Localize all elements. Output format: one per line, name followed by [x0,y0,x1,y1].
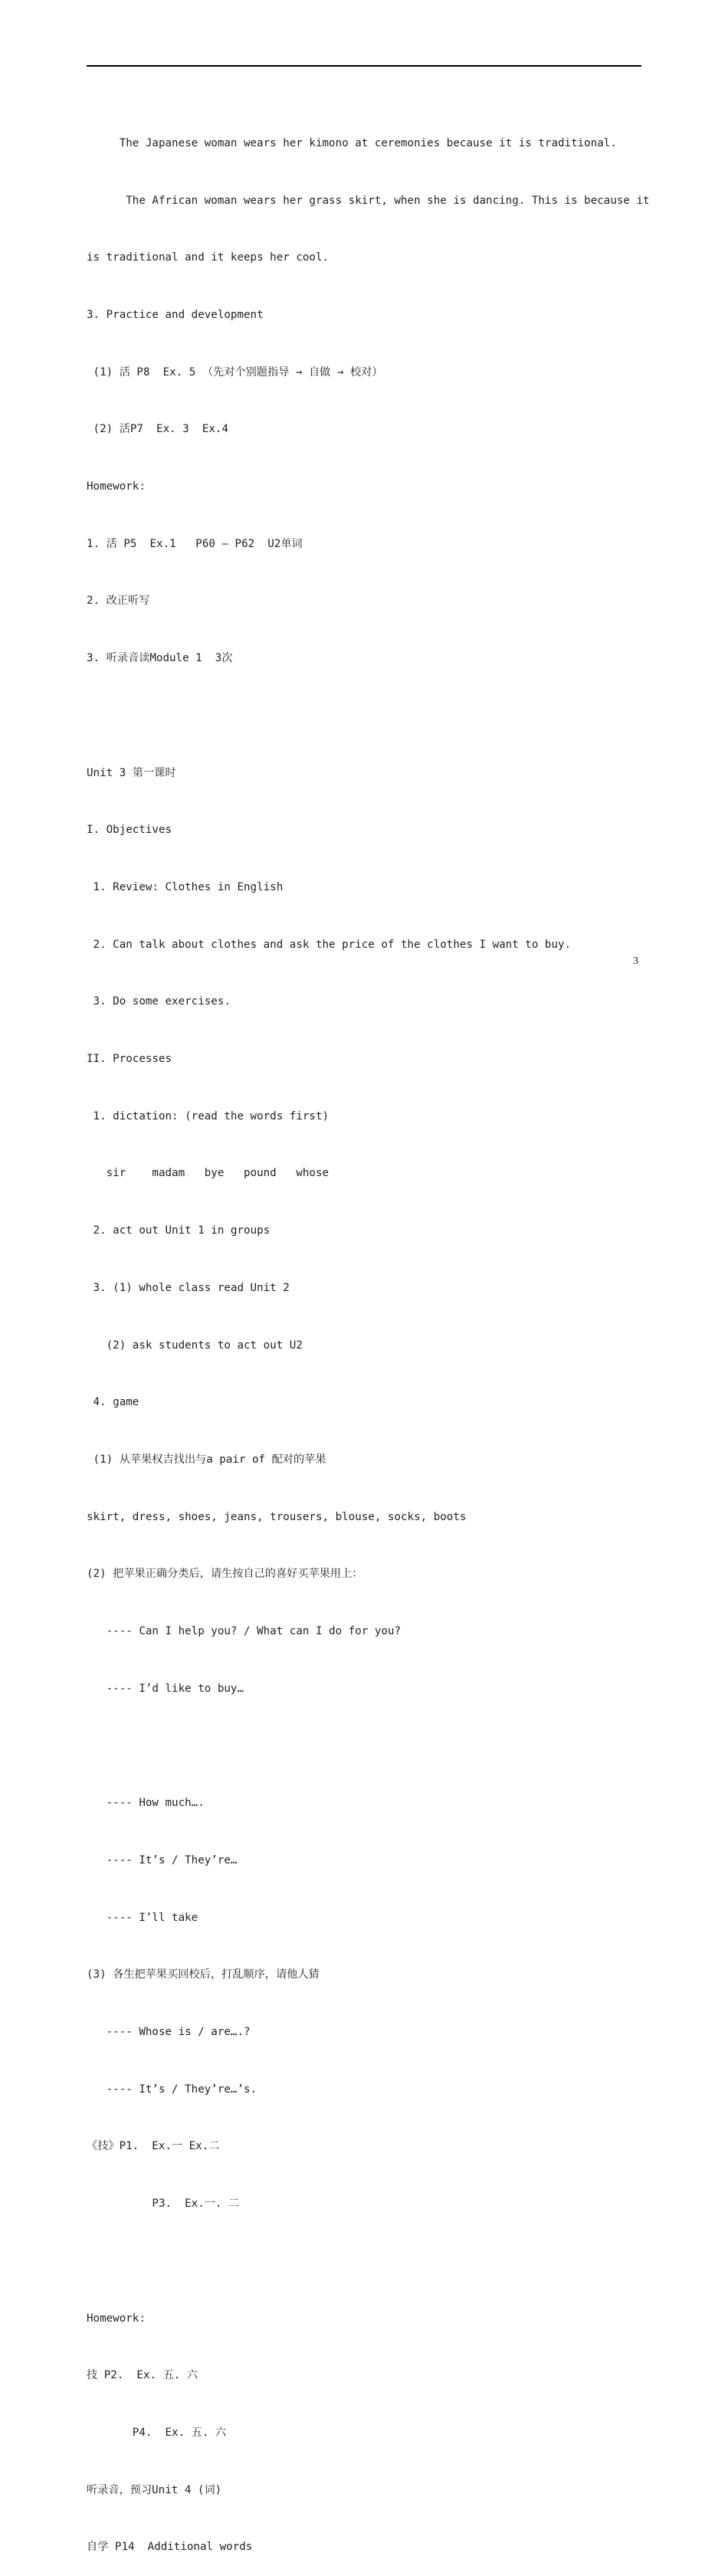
page-number: 3 [633,955,638,967]
header-rule [87,65,641,67]
text-line: is traditional and it keeps her cool. [87,251,330,264]
homework-heading: Homework: [87,2312,146,2325]
text-line: 2. Can talk about clothes and ask the price of the clothes I want to buy. [87,938,572,951]
text-line: (1) 活 P8 Ex. 5 （先对个别题指导 → 自做 → 校对） [87,365,383,379]
blank-line [87,2252,641,2271]
text-line: 自学 P14 Additional words [87,2541,253,2554]
text-line: 听录音，预习Unit 4 (词) [87,2483,222,2496]
text-line: 2. act out Unit 1 in groups [87,1224,271,1237]
text-line: (1) 从苹果权吉找出与a pair of 配对的苹果 [87,1453,326,1466]
dialogue-line: ---- It’s / They’re…’s. [87,2083,257,2096]
unit-heading: Unit 3 第一课时 [87,766,176,779]
text-line: skirt, dress, shoes, jeans, trousers, blouse, socks, boots [87,1510,467,1523]
text-line: (2) ask students to act out U2 [87,1339,303,1352]
homework-heading: Homework: [87,480,146,493]
text-line: sir madam bye pound whose [87,1167,330,1180]
text-line: 2. 改正听写 [87,595,150,608]
text-line: 3. Do some exercises. [87,995,231,1008]
text-line: The African woman wears her grass skirt, when she is dancing. This is because it [87,194,650,207]
dialogue-line: ---- Whose is / are….? [87,2026,251,2039]
dialogue-line: ---- It’s / They’re… [87,1853,238,1866]
dialogue-line: ---- Can I help you? / What can I do for you? [87,1625,401,1638]
text-line: 3. 听录音读Module 1 3次 [87,652,233,665]
text-line: (2) 活P7 Ex. 3 Ex.4 [87,423,229,436]
text-line: 1. dictation: (read the words first) [87,1109,330,1122]
text-line: 技 P2. Ex. 五. 六 [87,2369,198,2382]
document-body [87,96,650,2576]
text-line: (3) 各生把苹果买回校后，打乱顺序，请他人猜 [87,1968,320,1981]
text-line: 1. Review: Clothes in English [87,880,284,893]
text-line: 1. 活 P5 Ex.1 P60 – P62 U2单词 [87,537,303,550]
dialogue-line: ---- I’d like to buy… [87,1682,244,1695]
blank-line [87,1737,641,1756]
text-line: 3. (1) whole class read Unit 2 [87,1281,290,1294]
dialogue-line: ---- I’ll take [87,1911,198,1924]
text-line: P3. Ex.一. 二 [87,2197,240,2211]
text-line: The Japanese woman wears her kimono at ceremonies because it is traditional. [87,136,617,149]
text-line: P4. Ex. 五. 六 [87,2426,227,2439]
section-heading: 3. Practice and development [87,308,264,321]
text-line: (2) 把苹果正确分类后，请生按自己的喜好买苹果用上： [87,1568,363,1581]
blank-line [87,706,641,726]
text-line: 《技》P1. Ex.一 Ex.二 [87,2140,220,2153]
section-heading: II. Processes [87,1053,172,1066]
text-line: 4. game [87,1396,139,1409]
section-heading: I. Objectives [87,824,172,837]
dialogue-line: ---- How much…. [87,1797,205,1810]
